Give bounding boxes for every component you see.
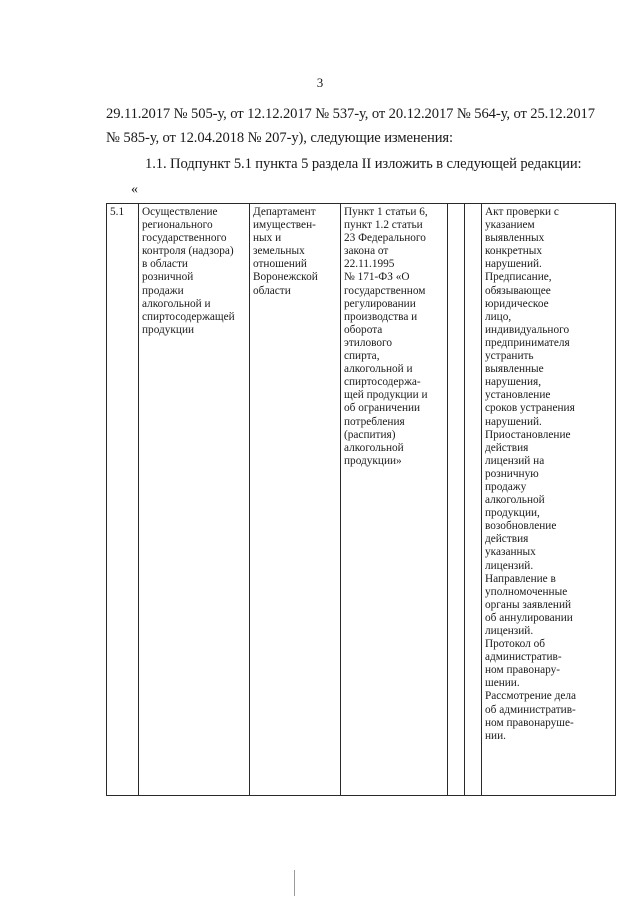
cell-department: Департамент имуществен- ных и земельных отношений Воронежской области <box>250 204 341 796</box>
paragraph-line-3: 1.1. Подпункт 5.1 пункта 5 раздела II изложить в следующей редакции: <box>145 156 582 172</box>
cell-empty-1 <box>448 204 465 796</box>
cell-function-name: Осуществление регионального государственного контроля (надзора) в области розничной продажи алкогольной и спиртосодержащей продукции <box>139 204 250 796</box>
cell-legal-basis: Пункт 1 статьи 6, пункт 1.2 статьи 23 Федерального закона от 22.11.1995 № 171-ФЗ «О государственном регулировании производства и оборота этилового спирта, алкогольной и спиртосодержа- щей продукции и об ограничении потребления (распития) алкогольной продукции» <box>341 204 448 796</box>
cell-empty-2 <box>465 204 482 796</box>
page-number: 3 <box>316 75 324 90</box>
paragraph-line-2: № 585-у, от 12.04.2018 № 207-у), следующие изменения: <box>106 130 453 146</box>
table-row <box>107 204 616 796</box>
scan-mark <box>294 870 295 896</box>
cell-item-number: 5.1 <box>107 204 139 796</box>
cell-result-documents: Акт проверки с указанием выявленных конкретных нарушений. Предписание, обязывающее юридическое лицо, индивидуального предпринимателя устранить выявленные нарушения, установление сроков устранения нарушений. Приостановление действия лицензий на розничную продажу алкогольной продукции, возобновление действия указанных лицензий. Направление в уполномоченные органы заявлений об аннулировании лицензий. Протокол об административ- ном правонару- шении. Рассмотрение дела об административ- ном правонаруше- нии. <box>482 204 616 796</box>
functions-table <box>106 203 616 796</box>
paragraph-line-1: 29.11.2017 № 505-у, от 12.12.2017 № 537-у, от 20.12.2017 № 564-у, от 25.12.2017 <box>106 106 595 122</box>
opening-quote-mark: « <box>131 182 138 197</box>
